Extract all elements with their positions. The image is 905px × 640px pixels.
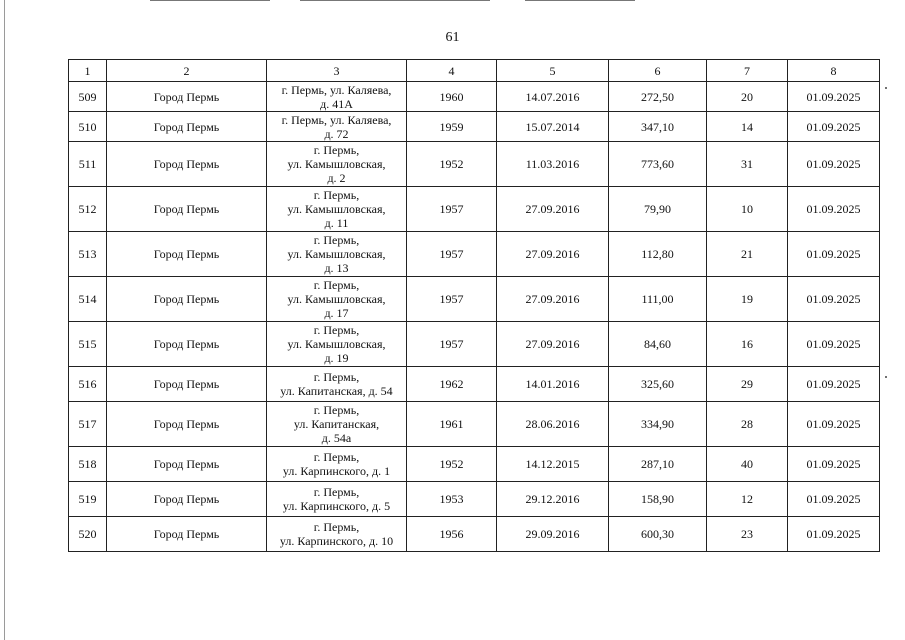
survey-date-cell: 29.12.2016 xyxy=(497,482,609,517)
address-line: г. Пермь, xyxy=(313,403,360,417)
row-number-cell: 520 xyxy=(69,517,107,552)
deadline-cell: 01.09.2025 xyxy=(788,232,880,277)
address-line: д. 11 xyxy=(324,216,349,230)
table-row xyxy=(69,322,880,367)
address-line: д. 2 xyxy=(327,171,346,185)
build-year-cell: 1960 xyxy=(407,82,497,112)
survey-date-cell: 27.09.2016 xyxy=(497,232,609,277)
residents-cell: 16 xyxy=(707,322,788,367)
column-header-2: 2 xyxy=(107,60,267,82)
municipality-cell: Город Пермь xyxy=(107,82,267,112)
municipality-cell: Город Пермь xyxy=(107,367,267,402)
address-line: г. Пермь, xyxy=(313,278,360,292)
address-cell xyxy=(267,112,407,142)
row-number-cell: 509 xyxy=(69,82,107,112)
address-cell xyxy=(267,322,407,367)
build-year-cell: 1956 xyxy=(407,517,497,552)
area-cell: 325,60 xyxy=(609,367,707,402)
build-year-cell: 1952 xyxy=(407,447,497,482)
area-cell: 272,50 xyxy=(609,82,707,112)
build-year-cell: 1952 xyxy=(407,142,497,187)
deadline-cell: 01.09.2025 xyxy=(788,112,880,142)
column-header-5: 5 xyxy=(497,60,609,82)
table-row xyxy=(69,142,880,187)
address-cell xyxy=(267,367,407,402)
table-header-row xyxy=(69,60,880,82)
row-number-cell: 519 xyxy=(69,482,107,517)
table-row xyxy=(69,112,880,142)
left-scan-edge xyxy=(4,0,5,640)
top-scan-rule-1 xyxy=(150,0,270,1)
column-header-4: 4 xyxy=(407,60,497,82)
survey-date-cell: 29.09.2016 xyxy=(497,517,609,552)
margin-mark xyxy=(885,87,887,89)
table-row xyxy=(69,402,880,447)
deadline-cell: 01.09.2025 xyxy=(788,82,880,112)
page-number: 61 xyxy=(445,30,460,45)
address-line: ул. Капитанская, д. 54 xyxy=(280,384,393,398)
survey-date-cell: 15.07.2014 xyxy=(497,112,609,142)
area-cell: 334,90 xyxy=(609,402,707,447)
residents-cell: 12 xyxy=(707,482,788,517)
address-line: ул. Камышловская, xyxy=(287,337,386,351)
residents-cell: 31 xyxy=(707,142,788,187)
address-cell xyxy=(267,482,407,517)
area-cell: 79,90 xyxy=(609,187,707,232)
address-line: ул. Камышловская, xyxy=(287,157,386,171)
address-line: г. Пермь, xyxy=(313,143,360,157)
area-cell: 112,80 xyxy=(609,232,707,277)
column-header-6: 6 xyxy=(609,60,707,82)
deadline-cell: 01.09.2025 xyxy=(788,447,880,482)
residents-cell: 40 xyxy=(707,447,788,482)
survey-date-cell: 27.09.2016 xyxy=(497,322,609,367)
deadline-cell: 01.09.2025 xyxy=(788,322,880,367)
deadline-cell: 01.09.2025 xyxy=(788,482,880,517)
municipality-cell: Город Пермь xyxy=(107,517,267,552)
municipality-cell: Город Пермь xyxy=(107,402,267,447)
row-number-cell: 514 xyxy=(69,277,107,322)
build-year-cell: 1957 xyxy=(407,232,497,277)
residents-cell: 29 xyxy=(707,367,788,402)
table-row xyxy=(69,482,880,517)
column-header-8: 8 xyxy=(788,60,880,82)
residents-cell: 23 xyxy=(707,517,788,552)
address-line: д. 17 xyxy=(324,306,349,320)
row-number-cell: 513 xyxy=(69,232,107,277)
column-header-7: 7 xyxy=(707,60,788,82)
column-header-3: 3 xyxy=(267,60,407,82)
municipality-cell: Город Пермь xyxy=(107,322,267,367)
address-line: г. Пермь, xyxy=(313,188,360,202)
municipality-cell: Город Пермь xyxy=(107,112,267,142)
deadline-cell: 01.09.2025 xyxy=(788,277,880,322)
table-row xyxy=(69,82,880,112)
residents-cell: 19 xyxy=(707,277,788,322)
address-line: г. Пермь, xyxy=(313,485,360,499)
table-row xyxy=(69,447,880,482)
build-year-cell: 1953 xyxy=(407,482,497,517)
address-line: д. 41А xyxy=(320,96,353,111)
build-year-cell: 1961 xyxy=(407,402,497,447)
address-cell xyxy=(267,517,407,552)
address-line: д. 72 xyxy=(324,126,349,141)
address-line: г. Пермь, xyxy=(313,323,360,337)
table-row xyxy=(69,367,880,402)
address-cell xyxy=(267,232,407,277)
row-number-cell: 517 xyxy=(69,402,107,447)
municipality-cell: Город Пермь xyxy=(107,232,267,277)
deadline-cell: 01.09.2025 xyxy=(788,517,880,552)
row-number-cell: 512 xyxy=(69,187,107,232)
address-line: ул. Камышловская, xyxy=(287,292,386,306)
top-scan-rule-2 xyxy=(300,0,490,1)
column-header-1: 1 xyxy=(69,60,107,82)
address-line: г. Пермь, xyxy=(313,450,360,464)
area-cell: 111,00 xyxy=(609,277,707,322)
area-cell: 773,60 xyxy=(609,142,707,187)
row-number-cell: 518 xyxy=(69,447,107,482)
build-year-cell: 1957 xyxy=(407,187,497,232)
address-line: г. Пермь, xyxy=(313,370,360,384)
area-cell: 158,90 xyxy=(609,482,707,517)
deadline-cell: 01.09.2025 xyxy=(788,402,880,447)
area-cell: 600,30 xyxy=(609,517,707,552)
build-year-cell: 1959 xyxy=(407,112,497,142)
municipality-cell: Город Пермь xyxy=(107,482,267,517)
row-number-cell: 515 xyxy=(69,322,107,367)
row-number-cell: 511 xyxy=(69,142,107,187)
municipality-cell: Город Пермь xyxy=(107,187,267,232)
residents-cell: 20 xyxy=(707,82,788,112)
address-line: г. Пермь, ул. Каляева, xyxy=(281,82,392,97)
survey-date-cell: 11.03.2016 xyxy=(497,142,609,187)
residents-cell: 14 xyxy=(707,112,788,142)
survey-date-cell: 14.01.2016 xyxy=(497,367,609,402)
address-cell xyxy=(267,402,407,447)
address-cell xyxy=(267,447,407,482)
registry-table xyxy=(68,59,880,552)
address-cell xyxy=(267,142,407,187)
address-line: г. Пермь, ул. Каляева, xyxy=(281,112,392,127)
build-year-cell: 1957 xyxy=(407,277,497,322)
residents-cell: 28 xyxy=(707,402,788,447)
residents-cell: 21 xyxy=(707,232,788,277)
survey-date-cell: 27.09.2016 xyxy=(497,187,609,232)
build-year-cell: 1957 xyxy=(407,322,497,367)
survey-date-cell: 27.09.2016 xyxy=(497,277,609,322)
table-row xyxy=(69,277,880,322)
address-line: д. 19 xyxy=(324,351,349,365)
table-row xyxy=(69,517,880,552)
municipality-cell: Город Пермь xyxy=(107,447,267,482)
municipality-cell: Город Пермь xyxy=(107,142,267,187)
top-scan-rule-3 xyxy=(525,0,635,1)
deadline-cell: 01.09.2025 xyxy=(788,187,880,232)
row-number-cell: 510 xyxy=(69,112,107,142)
address-cell xyxy=(267,277,407,322)
address-line: ул. Карпинского, д. 1 xyxy=(282,464,391,478)
address-line: д. 54а xyxy=(321,431,352,445)
row-number-cell: 516 xyxy=(69,367,107,402)
address-line: г. Пермь, xyxy=(313,520,360,534)
address-line: ул. Карпинского, д. 5 xyxy=(282,499,391,513)
deadline-cell: 01.09.2025 xyxy=(788,142,880,187)
survey-date-cell: 14.12.2015 xyxy=(497,447,609,482)
residents-cell: 10 xyxy=(707,187,788,232)
table-row xyxy=(69,232,880,277)
area-cell: 84,60 xyxy=(609,322,707,367)
area-cell: 347,10 xyxy=(609,112,707,142)
survey-date-cell: 28.06.2016 xyxy=(497,402,609,447)
address-line: ул. Карпинского, д. 10 xyxy=(279,534,394,548)
address-line: г. Пермь, xyxy=(313,233,360,247)
address-cell xyxy=(267,187,407,232)
table-row xyxy=(69,187,880,232)
address-line: ул. Капитанская, xyxy=(293,417,380,431)
deadline-cell: 01.09.2025 xyxy=(788,367,880,402)
address-cell xyxy=(267,82,407,112)
survey-date-cell: 14.07.2016 xyxy=(497,82,609,112)
address-line: ул. Камышловская, xyxy=(287,202,386,216)
address-line: д. 13 xyxy=(324,261,349,275)
table-body xyxy=(69,82,880,552)
build-year-cell: 1962 xyxy=(407,367,497,402)
margin-mark xyxy=(885,376,887,378)
area-cell: 287,10 xyxy=(609,447,707,482)
address-line: ул. Камышловская, xyxy=(287,247,386,261)
municipality-cell: Город Пермь xyxy=(107,277,267,322)
